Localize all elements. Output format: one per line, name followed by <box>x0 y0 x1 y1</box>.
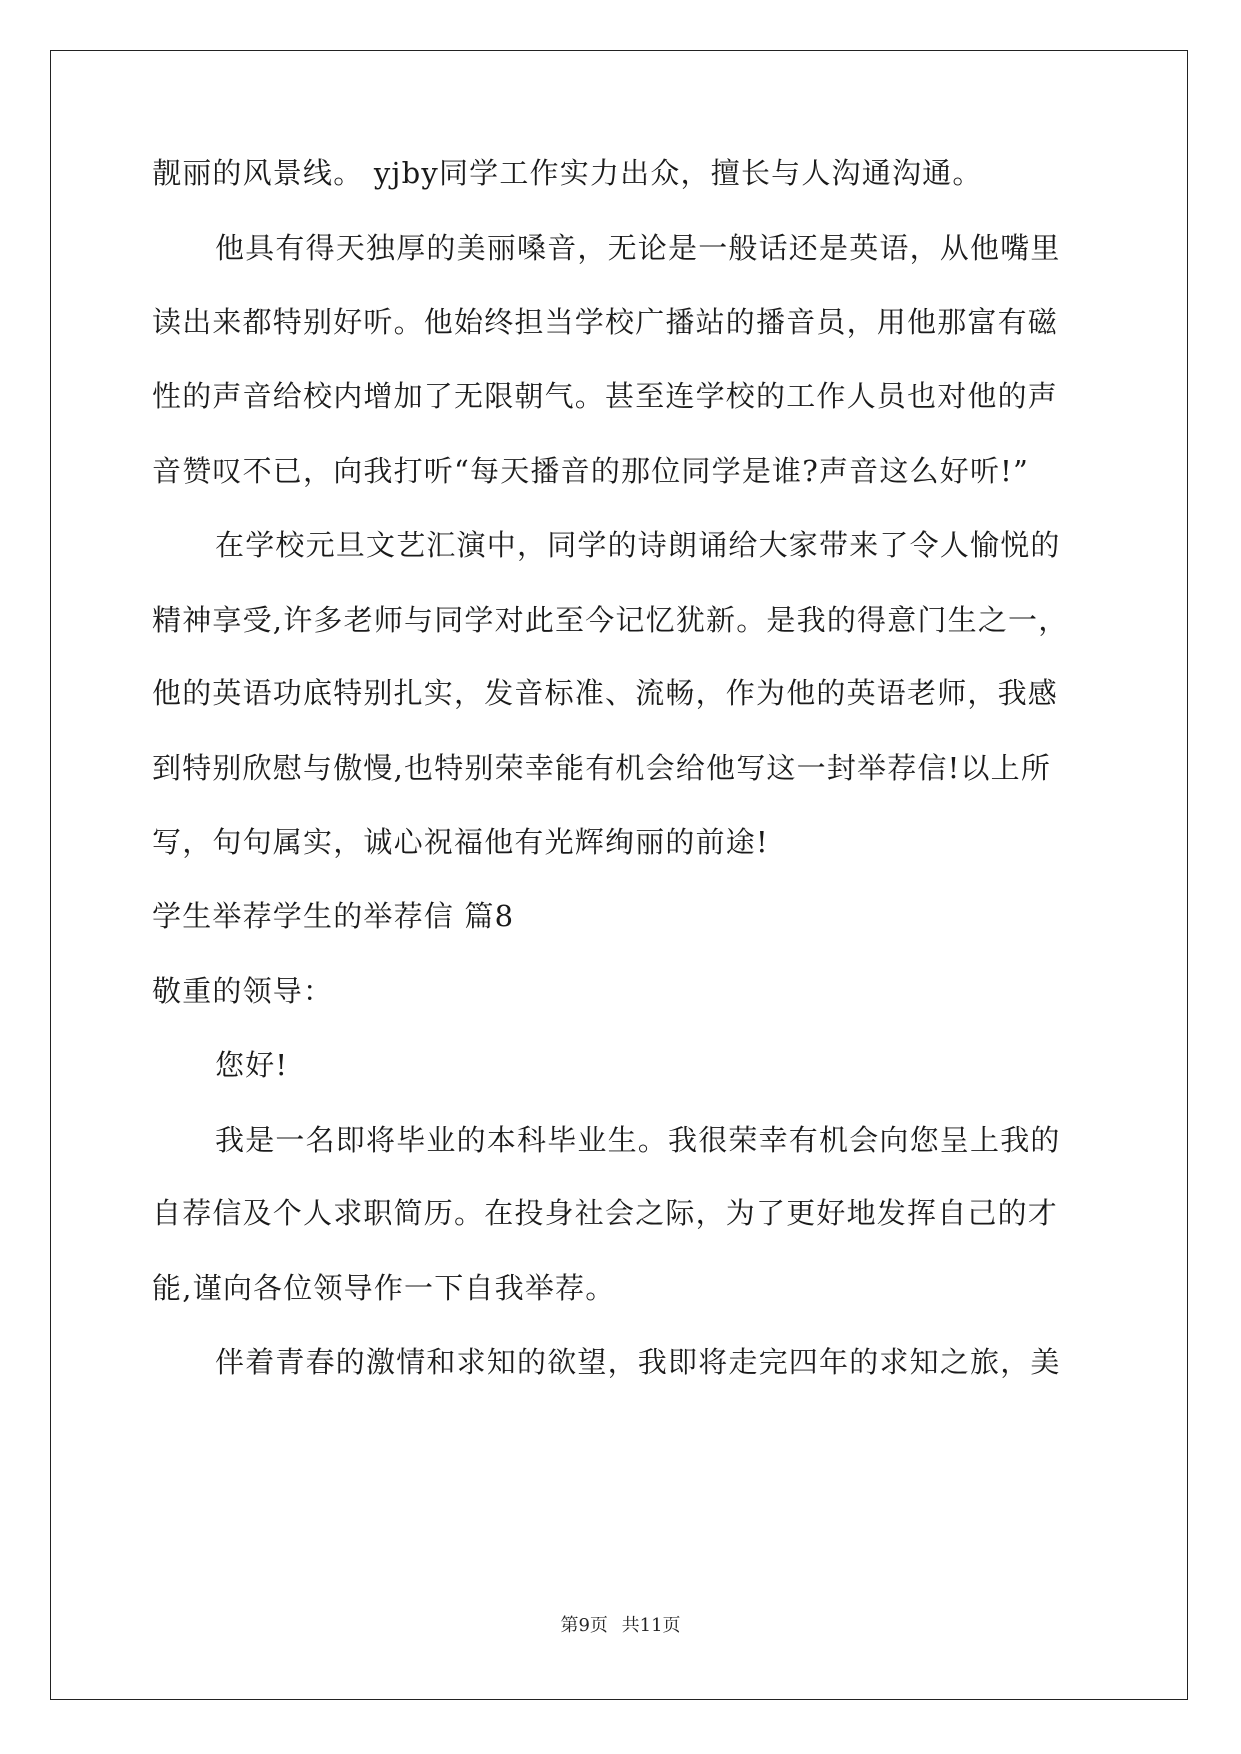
text-line: 能,谨向各位领导作一下自我举荐。 <box>152 1271 616 1305</box>
text-line: 靓丽的风景线。 yjby同学工作实力出众，擅长与人沟通沟通。 <box>152 156 983 190</box>
page-total: 共11页 <box>621 1615 681 1636</box>
text-line: 他的英语功底特别扎实，发音标准、流畅，作为他的英语老师，我感 <box>152 676 1059 710</box>
section-heading: 学生举荐学生的举荐信 篇8 <box>152 899 515 933</box>
page-border <box>50 50 1188 1700</box>
page-number: 第9页 <box>560 1615 608 1636</box>
paragraph-first-line: 在学校元旦文艺汇演中，同学的诗朗诵给大家带来了令人愉悦的 <box>215 528 1061 562</box>
text-line: 性的声音给校内增加了无限朝气。甚至连学校的工作人员也对他的声 <box>152 379 1059 413</box>
text-line: 自荐信及个人求职简历。在投身社会之际，为了更好地发挥自己的才 <box>152 1196 1059 1230</box>
text-line: 到特别欣慰与傲慢,也特别荣幸能有机会给他写这一封举荐信!以上所 <box>152 751 1052 785</box>
text-line: 读出来都特别好听。他始终担当学校广播站的播音员，用他那富有磁 <box>152 305 1059 339</box>
paragraph-first-line: 他具有得天独厚的美丽嗓音，无论是一般话还是英语，从他嘴里 <box>215 231 1061 265</box>
page-footer <box>0 1614 1241 1638</box>
text-line: 精神享受,许多老师与同学对此至今记忆犹新。是我的得意门生之一， <box>152 603 1069 637</box>
salutation: 敬重的领导： <box>152 974 334 1008</box>
paragraph-first-line: 我是一名即将毕业的本科毕业生。我很荣幸有机会向您呈上我的 <box>215 1123 1061 1157</box>
paragraph-first-line: 伴着青春的激情和求知的欲望，我即将走完四年的求知之旅，美 <box>215 1345 1061 1379</box>
text-line: 写，句句属实，诚心祝福他有光辉绚丽的前途! <box>152 825 769 859</box>
text-line: 音赞叹不已，向我打听“每天播音的那位同学是谁?声音这么好听!” <box>152 454 1030 488</box>
greeting: 您好! <box>215 1048 289 1082</box>
